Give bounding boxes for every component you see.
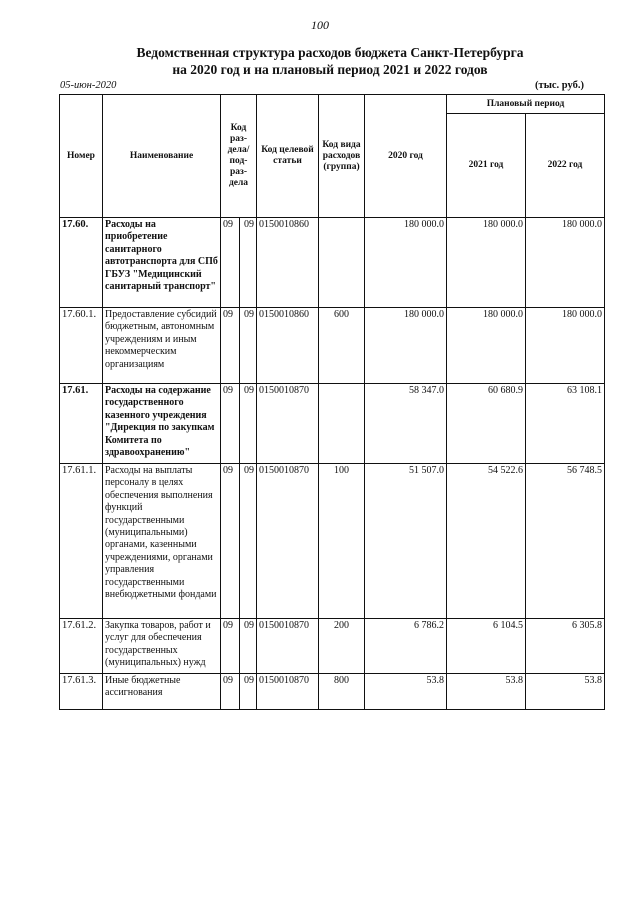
row-target-code: 0150010870 xyxy=(257,619,319,674)
row-amount-2022: 6 305.8 xyxy=(526,619,605,674)
row-section: 09 xyxy=(221,384,240,464)
table-row xyxy=(60,308,605,384)
row-expense-type: 200 xyxy=(319,619,365,674)
row-section: 09 xyxy=(221,619,240,674)
row-amount-2021: 6 104.5 xyxy=(447,619,526,674)
title-line-2: на 2020 год и на плановый период 2021 и 2022 годов xyxy=(172,62,488,77)
row-amount-2020: 53.8 xyxy=(365,674,447,710)
row-amount-2022: 63 108.1 xyxy=(526,384,605,464)
row-expense-type: 100 xyxy=(319,464,365,619)
header-name: Наименование xyxy=(103,95,221,218)
document-title xyxy=(60,44,600,78)
row-target-code: 0150010860 xyxy=(257,218,319,308)
row-amount-2021: 54 522.6 xyxy=(447,464,526,619)
header-year-2021: 2021 год xyxy=(447,114,526,218)
table-row xyxy=(60,464,605,619)
row-amount-2020: 51 507.0 xyxy=(365,464,447,619)
row-expense-type xyxy=(319,384,365,464)
row-section: 09 xyxy=(221,464,240,619)
row-amount-2020: 6 786.2 xyxy=(365,619,447,674)
row-subsection: 09 xyxy=(240,384,257,464)
header-target: Код целевой статьи xyxy=(257,95,319,218)
row-amount-2021: 60 680.9 xyxy=(447,384,526,464)
row-subsection: 09 xyxy=(240,674,257,710)
page-number: 100 xyxy=(311,18,329,32)
row-name: Предоставление субсидий бюджетным, автономным учреждениям и иным некоммерческим организациям xyxy=(103,308,221,384)
row-section: 09 xyxy=(221,308,240,384)
table-row xyxy=(60,674,605,710)
row-expense-type: 600 xyxy=(319,308,365,384)
row-target-code: 0150010870 xyxy=(257,384,319,464)
row-number: 17.61.1. xyxy=(60,464,103,619)
table-row xyxy=(60,384,605,464)
units-label: (тыс. руб.) xyxy=(535,80,584,91)
row-expense-type xyxy=(319,218,365,308)
row-amount-2021: 180 000.0 xyxy=(447,218,526,308)
document-date: 05-июн-2020 xyxy=(60,80,117,91)
row-subsection: 09 xyxy=(240,619,257,674)
table-row xyxy=(60,218,605,308)
row-amount-2022: 180 000.0 xyxy=(526,218,605,308)
row-amount-2020: 180 000.0 xyxy=(365,308,447,384)
header-planned-period: Плановый период xyxy=(447,95,605,114)
row-subsection: 09 xyxy=(240,308,257,384)
row-amount-2020: 58 347.0 xyxy=(365,384,447,464)
budget-table xyxy=(59,94,605,710)
row-amount-2021: 180 000.0 xyxy=(447,308,526,384)
row-name: Расходы на выплаты персоналу в целях обеспечения выполнения функций государственными (муниципальными) органами, казенными учреждениями, органами управления государственными внебюджетными фондами xyxy=(103,464,221,619)
table-body xyxy=(60,218,605,710)
header-section: Код раз- дела/ под- раз- дела xyxy=(221,95,257,218)
row-number: 17.60. xyxy=(60,218,103,308)
row-subsection: 09 xyxy=(240,464,257,619)
header-expense-type: Код вида расходов (группа) xyxy=(319,95,365,218)
row-number: 17.61. xyxy=(60,384,103,464)
row-name: Закупка товаров, работ и услуг для обеспечения государственных (муниципальных) нужд xyxy=(103,619,221,674)
row-expense-type: 800 xyxy=(319,674,365,710)
row-target-code: 0150010870 xyxy=(257,674,319,710)
row-amount-2020: 180 000.0 xyxy=(365,218,447,308)
row-name: Расходы на содержание государственного казенного учреждения "Дирекция по закупкам Комитета по здравоохранению" xyxy=(103,384,221,464)
header-number: Номер xyxy=(60,95,103,218)
row-amount-2022: 53.8 xyxy=(526,674,605,710)
row-number: 17.60.1. xyxy=(60,308,103,384)
row-section: 09 xyxy=(221,218,240,308)
row-number: 17.61.3. xyxy=(60,674,103,710)
row-target-code: 0150010870 xyxy=(257,464,319,619)
header-year-2022: 2022 год xyxy=(526,114,605,218)
row-amount-2022: 180 000.0 xyxy=(526,308,605,384)
row-number: 17.61.2. xyxy=(60,619,103,674)
row-amount-2022: 56 748.5 xyxy=(526,464,605,619)
title-line-1: Ведомственная структура расходов бюджета Санкт-Петербурга xyxy=(136,45,524,60)
row-amount-2021: 53.8 xyxy=(447,674,526,710)
row-name: Иные бюджетные ассигнования xyxy=(103,674,221,710)
row-subsection: 09 xyxy=(240,218,257,308)
header-year-2020: 2020 год xyxy=(365,95,447,218)
row-name: Расходы на приобретение санитарного автотранспорта для СПб ГБУЗ "Медицинский санитарный транспорт" xyxy=(103,218,221,308)
row-target-code: 0150010860 xyxy=(257,308,319,384)
table-row xyxy=(60,619,605,674)
row-section: 09 xyxy=(221,674,240,710)
